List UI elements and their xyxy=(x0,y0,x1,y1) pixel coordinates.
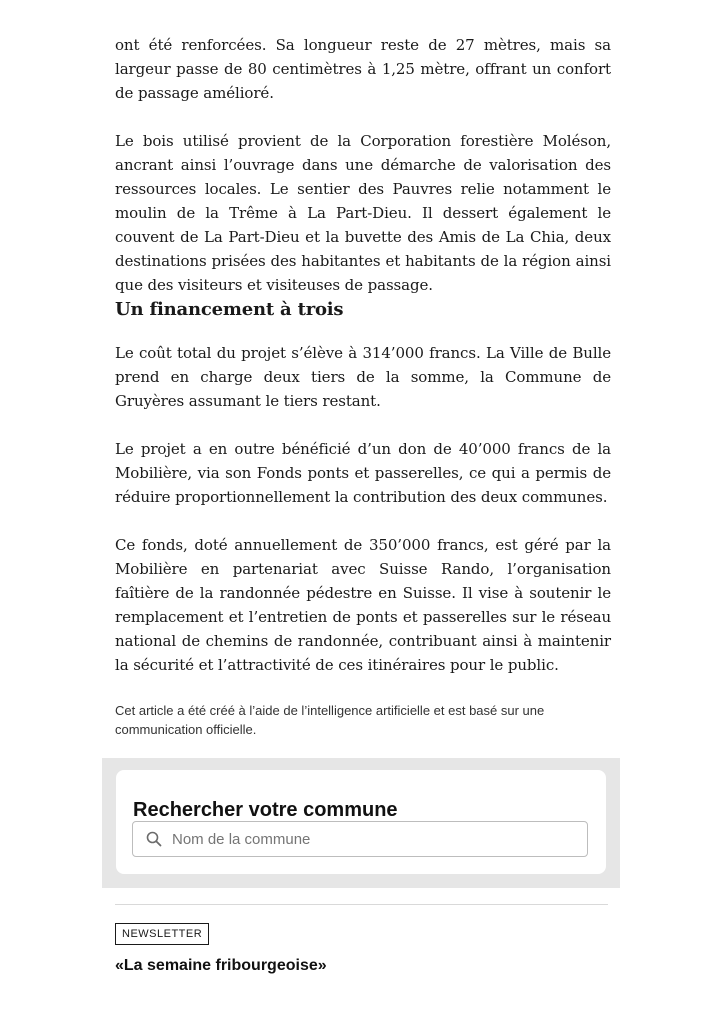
commune-search-section xyxy=(102,758,620,888)
article-paragraph: Le coût total du projet s’élève à 314’000 francs. La Ville de Bulle prend en charge deux tiers de la somme, la Commune de Gruyères assumant le tiers restant. xyxy=(115,344,611,410)
ai-disclaimer: Cet article a été créé à l’aide de l’intelligence artificielle et est basé sur une communication officielle. xyxy=(115,703,545,737)
commune-search-box[interactable] xyxy=(132,821,588,857)
section-divider xyxy=(115,904,608,905)
newsletter-badge: NEWSLETTER xyxy=(115,923,209,945)
article-paragraph: Le projet a en outre bénéficié d’un don de 40’000 francs de la Mobilière, via son Fonds ponts et passerelles, ce qui a permis de réduire proportionnellement la contribution des deux communes. xyxy=(115,440,611,506)
commune-search-input[interactable] xyxy=(172,831,572,848)
newsletter-title[interactable]: «La semaine fribourgeoise» xyxy=(115,957,327,974)
section-heading: Un financement à trois xyxy=(115,299,344,320)
commune-search-title: Rechercher votre commune xyxy=(133,799,398,821)
article-paragraph: Ce fonds, doté annuellement de 350’000 francs, est géré par la Mobilière en partenariat avec Suisse Rando, l’organisation faîtière de la randonnée pédestre en Suisse. Il vise à soutenir le remplacement et l’entretien de ponts et passerelles sur le réseau national de chemins de randonnée, contribuant ainsi à maintenir la sécurité et l’attractivité de ces itinéraires pour le public. xyxy=(115,536,611,674)
article-paragraph: Le bois utilisé provient de la Corporation forestière Moléson, ancrant ainsi l’ouvrage dans une démarche de valorisation des ressources locales. Le sentier des Pauvres relie notamment le moulin de la Trême à La Part-Dieu. Il dessert également le couvent de La Part-Dieu et la buvette des Amis de La Chia, deux destinations prisées des habitantes et habitants de la région ainsi que des visiteurs et visiteuses de passage. xyxy=(115,132,611,294)
commune-search-card xyxy=(116,770,606,874)
article-body xyxy=(115,33,611,739)
article-paragraph: ont été renforcées. Sa longueur reste de 27 mètres, mais sa largeur passe de 80 centimètres à 1,25 mètre, offrant un confort de passage amélioré. xyxy=(115,36,611,102)
search-icon xyxy=(146,831,162,847)
